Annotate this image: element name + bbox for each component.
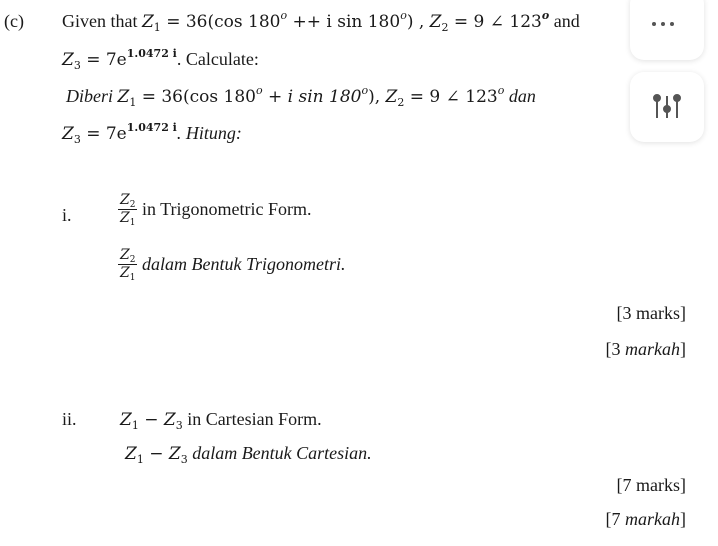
more-horizontal-icon xyxy=(652,22,674,26)
part-ii-en: $Z_1 - Z_3$ in Cartesian Form. xyxy=(120,409,322,432)
part-ii-marks-en: [7 marks] xyxy=(616,475,686,495)
more-options-button[interactable] xyxy=(630,0,704,60)
given-line-ms-1: Diberi $Z_1 = 36(\cos$ 180$^o$ + i sin 180$^o$), $Z_2 = 9$ ∠ 123$^o$ dan xyxy=(66,84,536,109)
part-i-en: $\frac{Z_2}{Z_1}$ in Trigonometric Form. xyxy=(120,192,312,228)
part-ii-marks-ms: [7 markah] xyxy=(605,509,686,529)
part-ii-ms: $Z_1 - Z_3$ dalam Bentuk Cartesian. xyxy=(125,443,372,466)
question-label: (c) xyxy=(4,11,24,31)
part-i-number: i. xyxy=(62,205,72,225)
adjust-settings-button[interactable] xyxy=(630,72,704,142)
part-ii-number: ii. xyxy=(62,409,77,429)
part-i-marks-ms: [3 markah] xyxy=(605,339,686,359)
given-line-en-2: $Z_3 = 7e^{1.0472 i}$. Calculate: xyxy=(62,47,259,72)
part-i-ms: $\frac{Z_2}{Z_1}$ dalam Bentuk Trigonometri. xyxy=(120,247,346,283)
given-line-en-1: Given that $Z_1 = 36(\cos$ 180$^o$ ++ i sin 180$^o$) , $Z_2 = 9$ ∠ 123$^o$ and xyxy=(62,9,580,34)
given-line-ms-2: $Z_3 = 7e^{1.0472 i}$. Hitung: xyxy=(62,121,242,146)
fraction-z2-over-z1: $\frac{Z_2}{Z_1}$ xyxy=(120,192,136,228)
part-i-marks-en: [3 marks] xyxy=(616,303,686,323)
sliders-icon xyxy=(630,72,704,142)
